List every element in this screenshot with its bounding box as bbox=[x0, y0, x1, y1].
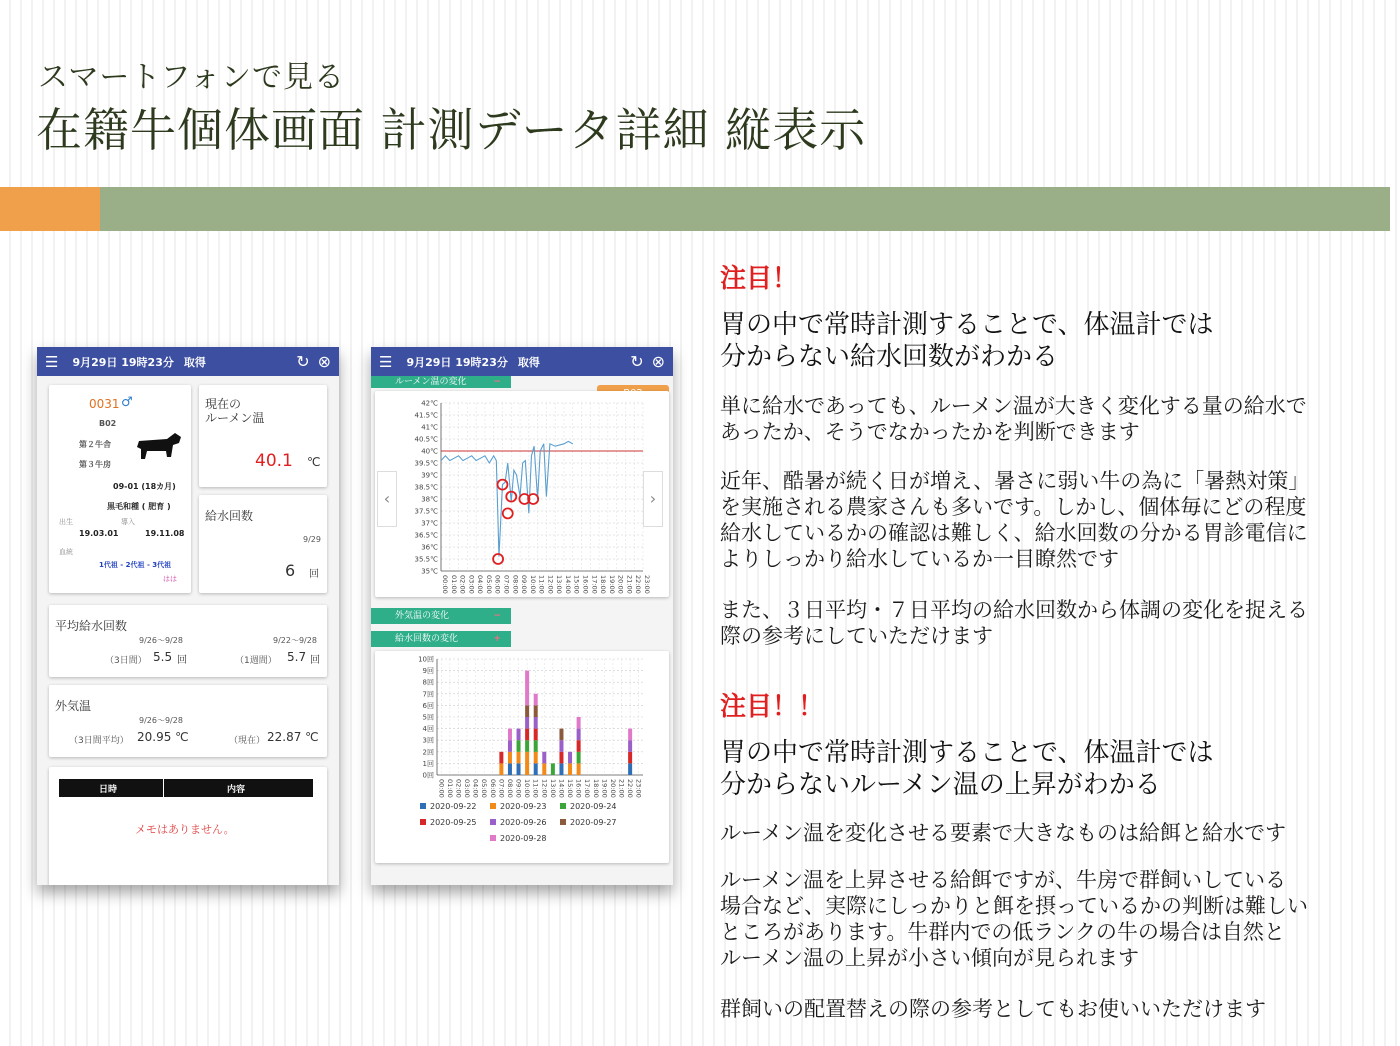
legend-label: 2020-09-27 bbox=[570, 818, 617, 827]
cow-id: 0031 bbox=[89, 397, 120, 411]
memo-header bbox=[59, 779, 313, 797]
x-tick-label: 03:00 bbox=[467, 575, 476, 594]
bar-segment bbox=[628, 752, 632, 764]
bar-segment bbox=[542, 752, 546, 764]
y-tick-label: 4回 bbox=[422, 725, 434, 734]
x-tick-label: 18:00 bbox=[591, 779, 600, 798]
bar-segment bbox=[551, 763, 555, 775]
y-tick-label: 0回 bbox=[422, 771, 434, 780]
bar-segment bbox=[577, 752, 581, 764]
avg-period-3d: （3日間） bbox=[105, 656, 147, 666]
refresh-icon[interactable]: ↻ bbox=[630, 352, 644, 371]
avg-value-3d: 5.5 bbox=[153, 650, 173, 664]
legend-swatch bbox=[490, 835, 496, 841]
y-tick-label: 37℃ bbox=[421, 519, 438, 528]
avg-range-1w: 9/22〜9/28 bbox=[273, 636, 317, 645]
birth-label: 出生 bbox=[59, 518, 73, 526]
x-tick-label: 23:00 bbox=[634, 779, 643, 798]
outside-label: 外気温 bbox=[55, 699, 92, 713]
bar-segment bbox=[534, 763, 538, 775]
x-tick-label: 11:00 bbox=[531, 779, 540, 798]
legend-swatch bbox=[420, 803, 426, 809]
app-bar bbox=[371, 347, 673, 376]
y-tick-label: 10回 bbox=[418, 655, 434, 664]
rumen-section-header[interactable] bbox=[371, 376, 511, 388]
note2-paragraph2: ルーメン温を上昇させる給餌ですが、牛房で群飼いしている 場合など、実際にしっかりと餌を摂っているかの判断は難しい ところがあります。牛群内での低ランクの牛の場合は自然と ルーメン温の上昇が小さい傾向が見られます bbox=[720, 868, 1308, 970]
y-tick-label: 42℃ bbox=[421, 399, 438, 408]
legend-swatch bbox=[490, 819, 496, 825]
bar-segment bbox=[508, 740, 512, 752]
x-tick-label: 16:00 bbox=[581, 575, 590, 594]
x-tick-label: 01:00 bbox=[445, 779, 454, 798]
bar-segment bbox=[559, 740, 563, 752]
x-tick-label: 12:00 bbox=[546, 575, 555, 594]
water-section-header[interactable] bbox=[371, 631, 511, 647]
collapse-icon[interactable]: − bbox=[493, 611, 501, 621]
y-tick-label: 39℃ bbox=[421, 471, 438, 480]
y-tick-label: 8回 bbox=[422, 678, 434, 687]
appbar-date: 9月29日 19時23分 bbox=[72, 355, 174, 369]
menu-icon[interactable]: ☰ bbox=[379, 352, 393, 371]
legend-label: 2020-09-23 bbox=[500, 802, 547, 811]
y-tick-label: 38.5℃ bbox=[414, 483, 438, 492]
phone-screen-detail bbox=[37, 347, 339, 885]
bar-segment bbox=[534, 752, 538, 764]
outside-range: 9/26〜9/28 bbox=[139, 716, 183, 725]
x-tick-label: 05:00 bbox=[484, 575, 493, 594]
water-count-card bbox=[199, 495, 327, 593]
phone-screen-charts bbox=[371, 347, 673, 885]
outside-period-now: （現在） bbox=[229, 736, 266, 746]
cow-breed: 黒毛和種 ( 肥育 ) bbox=[107, 502, 171, 511]
note2-title: 胃の中で常時計測することで、体温計では 分からないルーメン温の上昇がわかる bbox=[720, 738, 1214, 800]
x-tick-label: 19:00 bbox=[607, 575, 616, 594]
mother[interactable]: はは bbox=[163, 575, 177, 583]
male-icon: ♂ bbox=[121, 395, 133, 410]
x-tick-label: 17:00 bbox=[583, 779, 592, 798]
close-icon[interactable]: ⊗ bbox=[317, 352, 331, 371]
x-tick-label: 04:00 bbox=[476, 575, 485, 594]
avg-water-card bbox=[49, 605, 327, 677]
avg-unit-1w: 回 bbox=[310, 655, 320, 666]
cow-pen: B02 bbox=[99, 419, 117, 428]
bar-segment bbox=[568, 752, 572, 764]
outside-period-avg: （3日間平均） bbox=[69, 736, 129, 746]
y-tick-label: 1回 bbox=[422, 759, 434, 768]
bar-segment bbox=[568, 763, 572, 775]
memo-col-date: 日時 bbox=[99, 785, 118, 795]
y-tick-label: 41.5℃ bbox=[414, 411, 438, 420]
x-tick-label: 18:00 bbox=[599, 575, 608, 594]
collapse-icon[interactable]: − bbox=[493, 377, 501, 387]
intro-date: 19.11.08 bbox=[145, 529, 185, 538]
close-icon[interactable]: ⊗ bbox=[651, 352, 665, 371]
legend-swatch bbox=[420, 819, 426, 825]
bar-segment bbox=[559, 729, 563, 741]
y-tick-label: 35℃ bbox=[421, 567, 438, 576]
cow-room: 第３牛房 bbox=[79, 460, 111, 469]
outside-value-avg: 20.95 ℃ bbox=[137, 730, 189, 744]
y-tick-label: 3回 bbox=[422, 736, 434, 745]
next-arrow-icon[interactable]: › bbox=[643, 471, 663, 527]
x-tick-label: 19:00 bbox=[600, 779, 609, 798]
x-tick-label: 14:00 bbox=[563, 575, 572, 594]
y-tick-label: 36℃ bbox=[421, 543, 438, 552]
divider-accent bbox=[0, 187, 100, 231]
x-tick-label: 22:00 bbox=[634, 575, 643, 594]
prev-arrow-icon[interactable]: ‹ bbox=[377, 471, 397, 527]
y-tick-label: 38℃ bbox=[421, 495, 438, 504]
bar-segment bbox=[525, 740, 529, 752]
y-tick-label: 39.5℃ bbox=[414, 459, 438, 468]
x-tick-label: 06:00 bbox=[488, 779, 497, 798]
bar-segment bbox=[517, 752, 521, 764]
x-tick-label: 01:00 bbox=[449, 575, 458, 594]
bar-segment bbox=[577, 729, 581, 741]
y-tick-label: 37.5℃ bbox=[414, 507, 438, 516]
avg-value-1w: 5.7 bbox=[287, 650, 307, 664]
memo-col-content: 内容 bbox=[227, 785, 246, 795]
legend-label: 2020-09-28 bbox=[500, 834, 547, 843]
rumen-temp-chart bbox=[375, 391, 669, 597]
appbar-action[interactable]: 取得 bbox=[517, 355, 540, 369]
legend-swatch bbox=[560, 819, 566, 825]
water-date: 9/29 bbox=[303, 535, 321, 544]
bar-segment bbox=[628, 763, 632, 775]
bar-segment bbox=[499, 763, 503, 775]
bar-segment bbox=[534, 717, 538, 729]
water-unit: 回 bbox=[309, 569, 319, 580]
refresh-icon[interactable]: ↻ bbox=[296, 352, 310, 371]
water-chart-card bbox=[375, 651, 669, 863]
bar-segment bbox=[577, 717, 581, 729]
legend-swatch bbox=[560, 803, 566, 809]
outside-section-header[interactable] bbox=[371, 608, 511, 624]
memo-card bbox=[49, 767, 327, 885]
pedigree[interactable]: 1代祖 - 2代祖 - 3代祖 bbox=[99, 561, 172, 569]
x-tick-label: 12:00 bbox=[540, 779, 549, 798]
slide-subtitle: スマートフォンで見る bbox=[38, 60, 345, 95]
x-tick-label: 10:00 bbox=[523, 779, 532, 798]
legend-label: 2020-09-24 bbox=[570, 802, 617, 811]
note1-title: 胃の中で常時計測することで、体温計では 分からない給水回数がわかる bbox=[720, 310, 1214, 372]
y-tick-label: 40℃ bbox=[421, 447, 438, 456]
birth-date: 19.03.01 bbox=[79, 529, 119, 538]
bar-segment bbox=[628, 740, 632, 752]
legend-swatch bbox=[490, 803, 496, 809]
highlight-marker bbox=[503, 508, 513, 518]
cow-intro: 09-01 (18カ月) bbox=[113, 482, 176, 491]
bar-segment bbox=[499, 752, 503, 764]
x-tick-label: 08:00 bbox=[505, 779, 514, 798]
y-tick-label: 35.5℃ bbox=[414, 555, 438, 564]
menu-icon[interactable]: ☰ bbox=[45, 352, 59, 371]
bar-segment bbox=[559, 752, 563, 764]
intro-label: 導入 bbox=[121, 518, 135, 526]
y-tick-label: 40.5℃ bbox=[414, 435, 438, 444]
bar-segment bbox=[525, 752, 529, 775]
x-tick-label: 23:00 bbox=[643, 575, 651, 594]
cow-barn: 第２牛舎 bbox=[79, 440, 111, 449]
cow-icon bbox=[133, 429, 183, 467]
cow-info-card bbox=[49, 385, 191, 593]
x-tick-label: 05:00 bbox=[480, 779, 489, 798]
bar-segment bbox=[577, 740, 581, 752]
x-tick-label: 20:00 bbox=[608, 779, 617, 798]
note1-paragraph3: また、３日平均・７日平均の給水回数から体調の変化を捉える 際の参考にしていただけます bbox=[720, 598, 1308, 648]
avg-water-label: 平均給水回数 bbox=[55, 619, 128, 633]
bar-segment bbox=[534, 705, 538, 717]
avg-unit-3d: 回 bbox=[177, 655, 187, 666]
bar-segment bbox=[517, 740, 521, 752]
y-tick-label: 6回 bbox=[422, 701, 434, 710]
bar-segment bbox=[517, 763, 521, 775]
pedigree-label: 血統 bbox=[59, 548, 73, 556]
slide-title: 在籍牛個体画面 計測データ詳細 縦表示 bbox=[36, 103, 867, 157]
rumen-section-label: ルーメン温の変化 bbox=[395, 377, 467, 387]
rumen-temp-card bbox=[199, 385, 327, 487]
rumen-chart-card bbox=[375, 391, 669, 597]
x-tick-label: 15:00 bbox=[572, 575, 581, 594]
bar-segment bbox=[542, 763, 546, 775]
x-tick-label: 06:00 bbox=[493, 575, 502, 594]
water-section-label: 給水回数の変化 bbox=[395, 634, 459, 644]
x-tick-label: 02:00 bbox=[454, 779, 463, 798]
x-tick-label: 20:00 bbox=[616, 575, 625, 594]
note2-paragraph1: ルーメン温を変化させる要素で大きなものは給餌と給水です bbox=[720, 821, 1286, 845]
bar-segment bbox=[628, 729, 632, 741]
note2-heading: 注目！！ bbox=[720, 692, 825, 722]
avg-period-1w: （1週間） bbox=[235, 656, 277, 666]
x-tick-label: 08:00 bbox=[511, 575, 520, 594]
y-tick-label: 2回 bbox=[422, 748, 434, 757]
app-bar bbox=[37, 347, 339, 376]
legend-label: 2020-09-25 bbox=[430, 818, 477, 827]
note1-paragraph1: 単に給水であっても、ルーメン温が大きく変化する量の給水で あったか、そうでなかったかを判断できます bbox=[720, 394, 1307, 444]
x-tick-label: 07:00 bbox=[502, 575, 511, 594]
y-tick-label: 5回 bbox=[422, 713, 434, 722]
bar-segment bbox=[577, 763, 581, 775]
y-tick-label: 9回 bbox=[422, 667, 434, 676]
rumen-value: 40.1 bbox=[255, 451, 293, 471]
bar-segment bbox=[534, 694, 538, 706]
note2-paragraph3: 群飼いの配置替えの際の参考としてもお使いいただけます bbox=[720, 997, 1266, 1021]
outside-section-label: 外気温の変化 bbox=[395, 611, 450, 621]
x-tick-label: 00:00 bbox=[437, 779, 446, 798]
y-tick-label: 36.5℃ bbox=[414, 531, 438, 540]
memo-header-divider bbox=[163, 779, 164, 797]
bar-segment bbox=[559, 763, 563, 775]
outside-value-now: 22.87 ℃ bbox=[267, 730, 319, 744]
rumen-unit: ℃ bbox=[307, 455, 321, 469]
x-tick-label: 00:00 bbox=[441, 575, 449, 594]
avg-range-3d: 9/26〜9/28 bbox=[139, 636, 183, 645]
memo-empty: メモはありません。 bbox=[135, 823, 235, 836]
bar-segment bbox=[525, 717, 529, 729]
bar-segment bbox=[508, 729, 512, 741]
x-tick-label: 09:00 bbox=[514, 779, 523, 798]
bar-segment bbox=[517, 729, 521, 741]
x-tick-label: 21:00 bbox=[625, 575, 634, 594]
expand-icon[interactable]: + bbox=[493, 634, 501, 644]
bar-segment bbox=[525, 705, 529, 717]
outside-temp-card bbox=[49, 685, 327, 757]
x-tick-label: 16:00 bbox=[574, 779, 583, 798]
bar-segment bbox=[525, 671, 529, 706]
x-tick-label: 04:00 bbox=[471, 779, 480, 798]
note1-heading: 注目！ bbox=[720, 264, 799, 294]
x-tick-label: 11:00 bbox=[537, 575, 546, 594]
x-tick-label: 02:00 bbox=[458, 575, 467, 594]
bar-segment bbox=[525, 729, 529, 741]
x-tick-label: 21:00 bbox=[617, 779, 626, 798]
legend-label: 2020-09-26 bbox=[500, 818, 547, 827]
x-tick-label: 13:00 bbox=[555, 575, 564, 594]
y-tick-label: 7回 bbox=[422, 690, 434, 699]
x-tick-label: 09:00 bbox=[520, 575, 529, 594]
x-tick-label: 17:00 bbox=[590, 575, 599, 594]
y-tick-label: 41℃ bbox=[421, 423, 438, 432]
x-tick-label: 22:00 bbox=[626, 779, 635, 798]
x-tick-label: 07:00 bbox=[497, 779, 506, 798]
rumen-label: 現在の ルーメン温 bbox=[205, 397, 265, 425]
legend-label: 2020-09-22 bbox=[430, 802, 477, 811]
water-label: 給水回数 bbox=[205, 509, 254, 523]
appbar-date: 9月29日 19時23分 bbox=[406, 355, 508, 369]
x-tick-label: 10:00 bbox=[528, 575, 537, 594]
water-count-chart bbox=[375, 651, 669, 863]
divider-band bbox=[0, 187, 1390, 231]
x-tick-label: 14:00 bbox=[557, 779, 566, 798]
bar-segment bbox=[508, 763, 512, 775]
water-value: 6 bbox=[285, 561, 296, 580]
bar-segment bbox=[508, 752, 512, 764]
x-tick-label: 15:00 bbox=[566, 779, 575, 798]
bar-segment bbox=[534, 729, 538, 741]
bar-segment bbox=[534, 740, 538, 752]
appbar-action[interactable]: 取得 bbox=[183, 355, 206, 369]
note1-paragraph2: 近年、酷暑が続く日が増え、暑さに弱い牛の為に「暑熱対策」 を実施される農家さんも多いです。しかし、個体毎にどの程度 給水しているかの確認は難しく、給水回数の分かる胃診電信に よりしっかり給水しているか一目瞭然です bbox=[720, 469, 1310, 571]
x-tick-label: 03:00 bbox=[463, 779, 472, 798]
x-tick-label: 13:00 bbox=[548, 779, 557, 798]
